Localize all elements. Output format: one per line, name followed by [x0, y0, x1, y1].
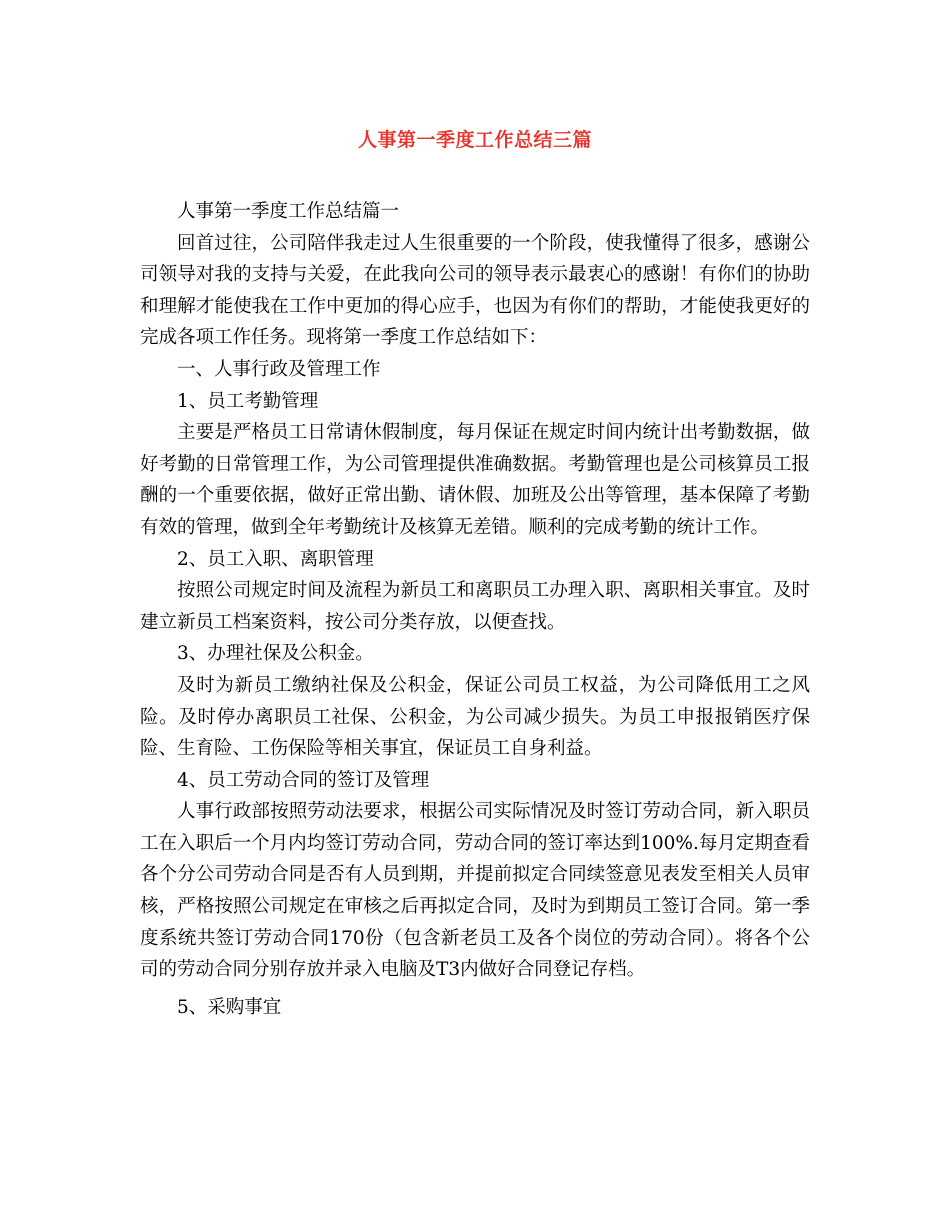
body-paragraph: 人事行政部按照劳动法要求，根据公司实际情况及时签订劳动合同，新入职员工在入职后一个月内均签订劳动合同，劳动合同的签订率达到100%.每月定期查看各个分公司劳动合同是否有人员到期，并提前拟定合同续签意见表发至相关人员审核，严格按照公司规定在审核之后再拟定合同，及时为到期员工签订合同。第一季度系统共签订劳动合同170份（包含新老员工及各个岗位的劳动合同）。将各个公司的劳动合同分别存放并录入电脑及T3内做好合同登记存档。: [140, 801, 810, 981]
body-paragraph: 主要是严格员工日常请休假制度，每月保证在规定时间内统计出考勤数据，做好考勤的日常管理工作，为公司管理提供准确数据。考勤管理也是公司核算员工报酬的一个重要依据，做好正常出勤、请休假、加班及公出等管理，基本保障了考勤有效的管理，做到全年考勤统计及核算无差错。顺利的完成考勤的统计工作。: [140, 422, 810, 538]
section-heading: 一、人事行政及管理工作: [177, 358, 381, 380]
subsection-heading: 5、采购事宜: [177, 996, 282, 1018]
body-paragraph: 按照公司规定时间及流程为新员工和离职员工办理入职、离职相关事宜。及时建立新员工档案资料，按公司分类存放，以便查找。: [140, 580, 810, 633]
document-title: 人事第一季度工作总结三篇: [357, 129, 592, 151]
document-body: [140, 196, 810, 1023]
subsection-heading: 2、员工入职、离职管理: [177, 548, 374, 570]
section-heading: 人事第一季度工作总结篇一: [177, 201, 400, 222]
subsection-heading: 1、员工考勤管理: [177, 390, 319, 412]
subsection-heading: 3、办理社保及公积金。: [177, 643, 374, 665]
body-paragraph: 及时为新员工缴纳社保及公积金，保证公司员工权益，为公司降低用工之风险。及时停办离职员工社保、公积金，为公司减少损失。为员工申报报销医疗保险、生育险、工伤保险等相关事宜，保证员工自身利益。: [140, 674, 810, 760]
subsection-heading: 4、员工劳动合同的签订及管理: [177, 769, 430, 791]
body-paragraph: 回首过往，公司陪伴我走过人生很重要的一个阶段，使我懂得了很多，感谢公司领导对我的支持与关爱，在此我向公司的领导表示最衷心的感谢！有你们的协助和理解才能使我在工作中更加的得心应手，也因为有你们的帮助，才能使我更好的完成各项工作任务。现将第一季度工作总结如下：: [140, 232, 810, 349]
